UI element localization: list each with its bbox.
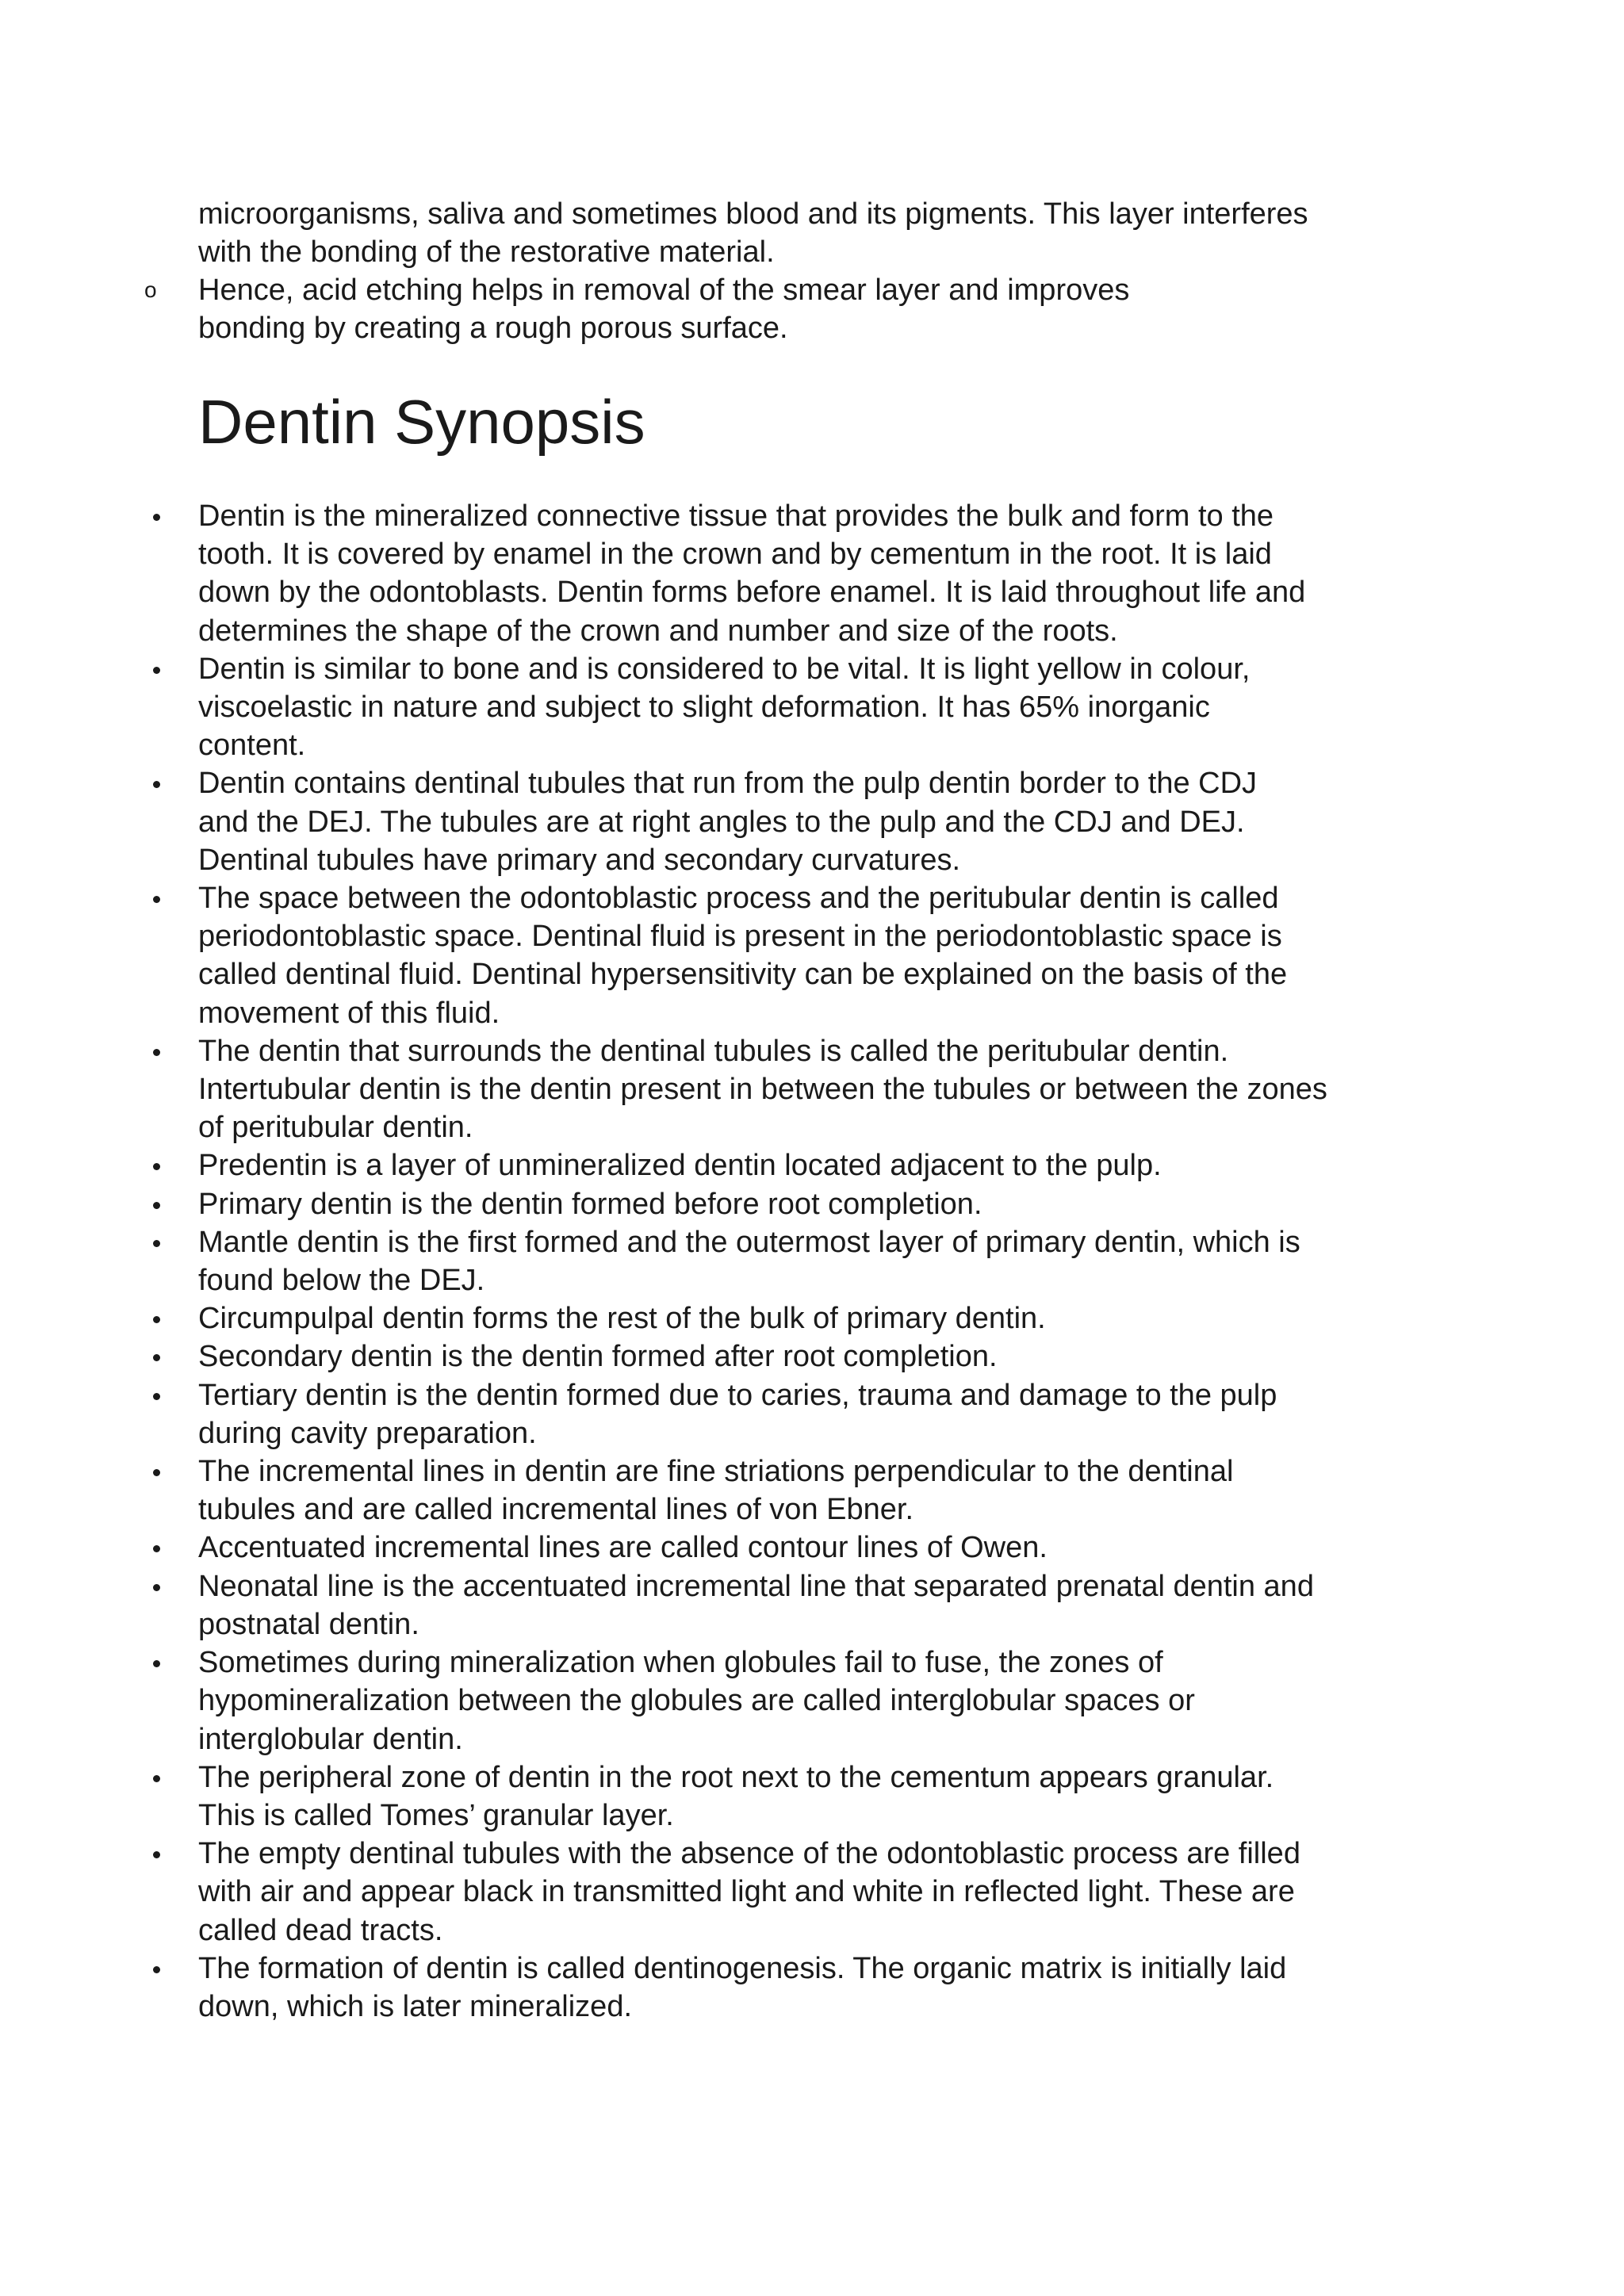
continuation-line: microorganisms, saliva and sometimes blood and its pigments. This layer interferes <box>198 197 1308 231</box>
bullet-text-line: interglobular dentin. <box>198 1722 463 1756</box>
bullet-text-line: Secondary dentin is the dentin formed after root completion. <box>198 1340 998 1374</box>
bullet-dot-icon <box>153 1545 160 1552</box>
bullet-text-line: Neonatal line is the accentuated incremental line that separated prenatal dentin and <box>198 1569 1314 1603</box>
bullet-dot-icon <box>153 1202 160 1209</box>
bullet-dot-icon <box>153 1966 160 1973</box>
bullet-text-line: periodontoblastic space. Dentinal fluid is present in the periodontoblastic space is <box>198 920 1282 954</box>
bullet-item <box>198 1758 1451 1835</box>
bullet-dot-icon <box>153 667 160 674</box>
bullet-text-line: The formation of dentin is called dentinogenesis. The organic matrix is initially laid <box>198 1951 1287 1985</box>
bullet-item <box>198 1376 1451 1452</box>
bullet-text-line: The peripheral zone of dentin in the root next to the cementum appears granular. <box>198 1760 1274 1794</box>
bullet-text-line: during cavity preparation. <box>198 1416 537 1450</box>
bullet-item <box>198 1835 1451 1950</box>
section-heading: Dentin Synopsis <box>198 387 645 457</box>
bullet-text-line: The empty dentinal tubules with the absence of the odontoblastic process are filled <box>198 1837 1300 1871</box>
bullet-text-line: Dentin contains dentinal tubules that run from the pulp dentin border to the CDJ <box>198 767 1258 801</box>
bullet-text-line: called dead tracts. <box>198 1913 443 1947</box>
bullet-item <box>198 650 1451 765</box>
bullet-dot-icon <box>153 1469 160 1476</box>
bullet-text-line: Intertubular dentin is the dentin present in between the tubules or between the zones <box>198 1073 1327 1107</box>
bullet-text-line: determines the shape of the crown and number and size of the roots. <box>198 614 1118 648</box>
bullet-text-line: Sometimes during mineralization when globules fail to fuse, the zones of <box>198 1646 1163 1680</box>
bullet-text-line: Circumpulpal dentin forms the rest of the bulk of primary dentin. <box>198 1302 1046 1336</box>
bullet-text-line: called dentinal fluid. Dentinal hypersensitivity can be explained on the basis of the <box>198 958 1288 992</box>
bullet-text-line: Mantle dentin is the first formed and the outermost layer of primary dentin, which is <box>198 1225 1300 1259</box>
bullet-dot-icon <box>153 1393 160 1400</box>
bullet-dot-icon <box>153 1240 160 1247</box>
bullet-item <box>198 1644 1451 1758</box>
bullet-text-line: of peritubular dentin. <box>198 1111 473 1145</box>
bullet-text-line: tubules and are called incremental lines of von Ebner. <box>198 1493 914 1527</box>
bullet-dot-icon <box>153 1584 160 1591</box>
bullet-text-line: Accentuated incremental lines are called contour lines of Owen. <box>198 1531 1048 1565</box>
bullet-dot-icon <box>153 1163 160 1170</box>
bullet-item <box>198 1950 1451 2026</box>
bullet-item <box>198 764 1451 879</box>
bullet-dot-icon <box>153 896 160 903</box>
bullet-item <box>198 1223 1451 1299</box>
sub-bullet-item <box>144 271 1451 347</box>
bullet-text-line: The incremental lines in dentin are fine striations perpendicular to the dentinal <box>198 1455 1234 1489</box>
bullet-dot-icon <box>153 1775 160 1782</box>
bullet-text-line: Tertiary dentin is the dentin formed due to caries, trauma and damage to the pulp <box>198 1378 1277 1412</box>
bullet-text-line: The dentin that surrounds the dentinal tubules is called the peritubular dentin. <box>198 1034 1229 1068</box>
bullet-item <box>198 1337 1451 1376</box>
bullet-dot-icon <box>153 1354 160 1361</box>
bullet-text-line: This is called Tomes’ granular layer. <box>198 1798 674 1832</box>
continuation-paragraph <box>198 195 1451 271</box>
bullet-text-line: viscoelastic in nature and subject to slight deformation. It has 65% inorganic <box>198 691 1210 725</box>
bullet-text-line: Dentinal tubules have primary and secondary curvatures. <box>198 843 961 877</box>
bullet-dot-icon <box>153 1049 160 1056</box>
bullet-text-line: Dentin is similar to bone and is considered to be vital. It is light yellow in colour, <box>198 652 1251 686</box>
bullet-item <box>198 1146 1451 1184</box>
bullet-text-line: postnatal dentin. <box>198 1607 419 1641</box>
bullet-text-line: and the DEJ. The tubules are at right angles to the pulp and the CDJ and DEJ. <box>198 805 1245 839</box>
bullet-item <box>198 1567 1451 1644</box>
continuation-line: with the bonding of the restorative material. <box>198 235 775 270</box>
bullet-text-line: movement of this fluid. <box>198 996 500 1030</box>
hollow-bullet-icon: o <box>144 277 157 302</box>
bullet-dot-icon <box>153 1660 160 1667</box>
bullet-item <box>198 879 1451 1032</box>
bullet-dot-icon <box>153 1316 160 1323</box>
sub-bullet-line: Hence, acid etching helps in removal of the smear layer and improves <box>198 274 1130 307</box>
bullet-item <box>198 1299 1451 1337</box>
bullet-text-line: Dentin is the mineralized connective tissue that provides the bulk and form to the <box>198 499 1274 533</box>
bullet-dot-icon <box>153 781 160 788</box>
bullet-text-line: content. <box>198 729 306 763</box>
bullet-text-line: Predentin is a layer of unmineralized dentin located adjacent to the pulp. <box>198 1149 1162 1183</box>
bullet-text-line: The space between the odontoblastic process and the peritubular dentin is called <box>198 882 1279 916</box>
bullet-text-line: tooth. It is covered by enamel in the crown and by cementum in the root. It is laid <box>198 538 1272 572</box>
bullet-text-line: with air and appear black in transmitted light and white in reflected light. These are <box>198 1875 1295 1909</box>
bullet-dot-icon <box>153 1851 160 1858</box>
bullet-text-line: down, which is later mineralized. <box>198 1989 633 2023</box>
bullet-dot-icon <box>153 514 160 521</box>
bullet-item <box>198 497 1451 650</box>
bullet-text-line: hypomineralization between the globules are called interglobular spaces or <box>198 1684 1195 1718</box>
bullet-list <box>198 497 1451 2026</box>
bullet-text-line: found below the DEJ. <box>198 1264 485 1298</box>
sub-bullet-line: bonding by creating a rough porous surface. <box>198 312 788 346</box>
bullet-item <box>198 1185 1451 1223</box>
bullet-item <box>198 1529 1451 1567</box>
bullet-item <box>198 1032 1451 1147</box>
bullet-text-line: Primary dentin is the dentin formed before root completion. <box>198 1187 982 1221</box>
bullet-text-line: down by the odontoblasts. Dentin forms before enamel. It is laid throughout life and <box>198 576 1306 610</box>
bullet-item <box>198 1452 1451 1529</box>
